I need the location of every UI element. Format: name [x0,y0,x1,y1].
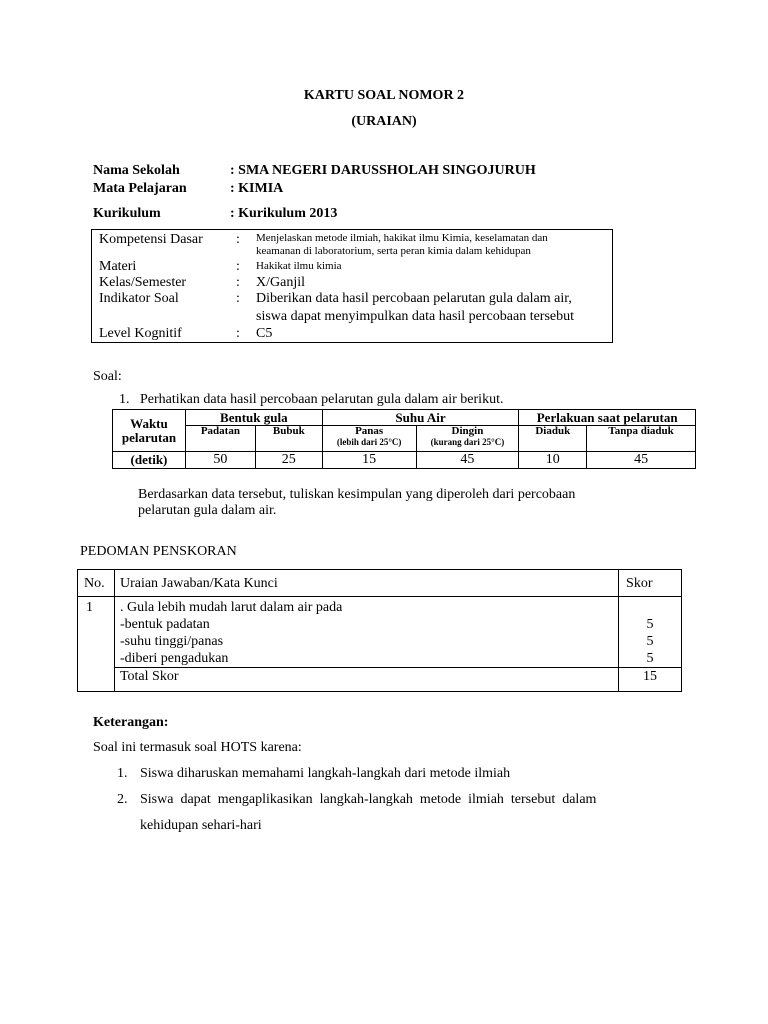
kelas-label: Kelas/Semester [99,275,187,290]
row-header-line2: pelarutan [121,429,177,445]
sub-padatan: Padatan [185,426,255,452]
sub-dingin-note: (kurang dari 25°C) [430,436,505,447]
soal-label: Soal: [93,369,122,384]
value-cell: 45 [416,452,519,469]
answer-line2: -bentuk padatan [119,617,210,632]
school-label: Nama Sekolah [93,163,180,178]
col-uraian-header: Uraian Jawaban/Kata Kunci [114,570,618,597]
sub-bubuk: Bubuk [255,426,322,452]
value-cell: 10 [519,452,587,469]
level-value: C5 [256,326,273,341]
sub-dingin-cell [416,426,519,452]
value-cell: 45 [587,452,696,469]
sub-diaduk: Diaduk [519,426,587,452]
kd-line1: Menjelaskan metode ilmiah, hakikat ilmu Kimia, keselamatan dan [256,232,548,244]
total-label: Total Skor [114,668,618,692]
sub-tanpa-diaduk: Tanpa diaduk [587,426,696,452]
score-cell [619,597,682,668]
question-number: 1. [119,392,130,407]
indikator-label: Indikator Soal [99,291,179,306]
item1-text: Siswa diharuskan memahami langkah-langkah dari metode ilmiah [140,766,511,781]
card-subtitle: (URAIAN) [351,114,417,129]
school-value: : SMA NEGERI DARUSSHOLAH SINGOJURUH [230,163,536,178]
group-perlakuan: Perlakuan saat pelarutan [519,410,696,426]
answer-line1: . Gula lebih mudah larut dalam air pada [119,600,343,615]
value-cell: 15 [322,452,416,469]
question-text: Perhatikan data hasil percobaan pelarutan gula dalam air berikut. [140,392,504,407]
row-header-line1: Waktu [130,415,168,431]
curriculum-value: : Kurikulum 2013 [230,206,338,221]
kd-colon: : [236,232,240,247]
item2-line2: kehidupan sehari-hari [140,818,262,833]
value-cell: 25 [255,452,322,469]
indikator-line2: siswa dapat menyimpulkan data hasil percobaan tersebut [256,309,575,324]
item2-line1: Siswa dapat mengaplikasikan langkah-langkah metode ilmiah tersebut dalam [140,792,597,807]
subject-value: : KIMIA [230,181,284,196]
item1-number: 1. [117,766,128,781]
group-suhu-air: Suhu Air [322,410,519,426]
answer-cell [114,597,618,668]
total-value: 15 [619,668,682,692]
col-skor-header: Skor [619,570,682,597]
indikator-colon: : [236,291,240,306]
level-colon: : [236,326,240,341]
card-title: KARTU SOAL NOMOR 2 [303,88,465,103]
kelas-value: X/Ganjil [256,275,305,290]
indikator-line1: Diberikan data hasil percobaan pelarutan gula dalam air, [256,291,572,306]
sub-dingin: Dingin [451,425,484,437]
kelas-colon: : [236,275,240,290]
col-no-header: No. [78,570,115,597]
group-bentuk-gula: Bentuk gula [185,410,322,426]
row-header-cell [113,410,186,452]
score-value: 5 [646,651,654,666]
kd-label: Kompetensi Dasar [99,232,203,247]
keterangan-intro: Soal ini termasuk soal HOTS karena: [93,740,302,755]
materi-colon: : [236,259,240,274]
answer-line3: -suhu tinggi/panas [119,634,224,649]
curriculum-label: Kurikulum [93,206,161,221]
experiment-data-table [112,409,696,469]
subject-label: Mata Pelajaran [93,181,187,196]
sub-panas-note: (lebih dari 25°C) [336,436,402,447]
value-cell: 50 [185,452,255,469]
scoring-table [77,569,682,692]
answer-line4: -diberi pengadukan [119,651,229,666]
row-header-line3: (detik) [113,452,186,469]
instruction-line2: pelarutan gula dalam air. [138,503,277,518]
sub-panas-cell [322,426,416,452]
pedoman-title: PEDOMAN PENSKORAN [80,544,237,559]
item2-number: 2. [117,792,128,807]
instruction-line1: Berdasarkan data tersebut, tuliskan kesimpulan yang diperoleh dari percobaan [138,487,576,502]
level-label: Level Kognitif [99,326,182,341]
row-no: 1 [78,597,115,692]
sub-panas: Panas [355,425,384,437]
materi-value: Hakikat ilmu kimia [256,260,342,272]
materi-label: Materi [99,259,137,274]
score-value: 5 [646,634,654,649]
kd-line2: keamanan di laboratorium, serta peran kimia dalam kehidupan [256,245,531,257]
keterangan-title: Keterangan: [93,715,169,730]
score-value: 5 [646,617,654,632]
